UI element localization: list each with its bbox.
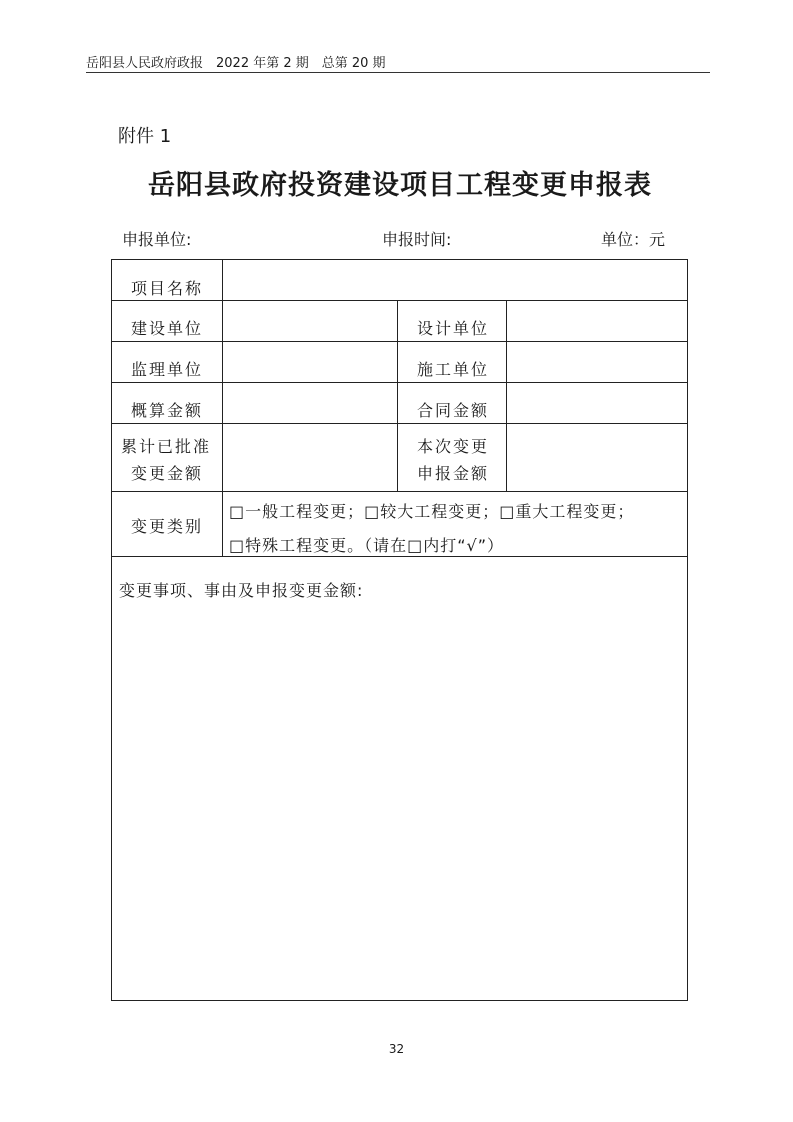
page-title: 岳阳县政府投资建设项目工程变更申报表 [148,170,652,201]
current-amount-field[interactable] [508,425,686,490]
construction-unit-label: 建设单位 [131,319,204,338]
builder-unit-label: 施工单位 [417,360,490,379]
currency-unit-label: 单位：元 [601,230,666,249]
column-divider [397,300,398,491]
row-divider [112,491,687,492]
attachment-label: 附件 1 [118,126,172,147]
row-divider [112,341,687,342]
design-unit-label: 设计单位 [417,319,490,338]
running-header: 岳阳县人民政府政报 2022 年第 2 期 总第 20 期 [86,56,386,71]
contract-amount-field[interactable] [508,384,686,422]
change-details-label: 变更事项、事由及申报变更金额: [119,581,364,600]
supervision-unit-field[interactable] [224,343,396,381]
change-application-form [111,259,688,1001]
current-amount-label-line2: 申报金额 [417,464,490,483]
project-name-label: 项目名称 [131,279,204,298]
apply-time-label: 申报时间: [382,230,452,249]
column-divider [506,300,507,491]
row-divider [112,382,687,383]
row-divider [112,423,687,424]
approved-amount-label-line1: 累计已批准 [121,437,212,456]
change-details-field[interactable] [114,610,685,996]
approved-amount-label-line2: 变更金额 [131,464,204,483]
project-name-field[interactable] [224,262,686,299]
change-type-options-line2[interactable]: □特殊工程变更。（请在□内打“√”） [229,536,505,555]
approved-amount-field[interactable] [224,425,396,490]
budget-amount-label: 概算金额 [131,401,204,420]
construction-unit-field[interactable] [224,302,396,340]
column-divider [222,260,223,556]
applicant-unit-label: 申报单位: [122,230,192,249]
row-divider [112,300,687,301]
current-amount-label-line1: 本次变更 [417,437,490,456]
page-number: 32 [388,1042,405,1056]
builder-unit-field[interactable] [508,343,686,381]
budget-amount-field[interactable] [224,384,396,422]
design-unit-field[interactable] [508,302,686,340]
header-rule [86,72,710,73]
change-type-label: 变更类别 [131,517,204,536]
change-type-options-line1[interactable]: □一般工程变更；□较大工程变更；□重大工程变更； [229,502,635,521]
contract-amount-label: 合同金额 [417,401,490,420]
supervision-unit-label: 监理单位 [131,360,204,379]
